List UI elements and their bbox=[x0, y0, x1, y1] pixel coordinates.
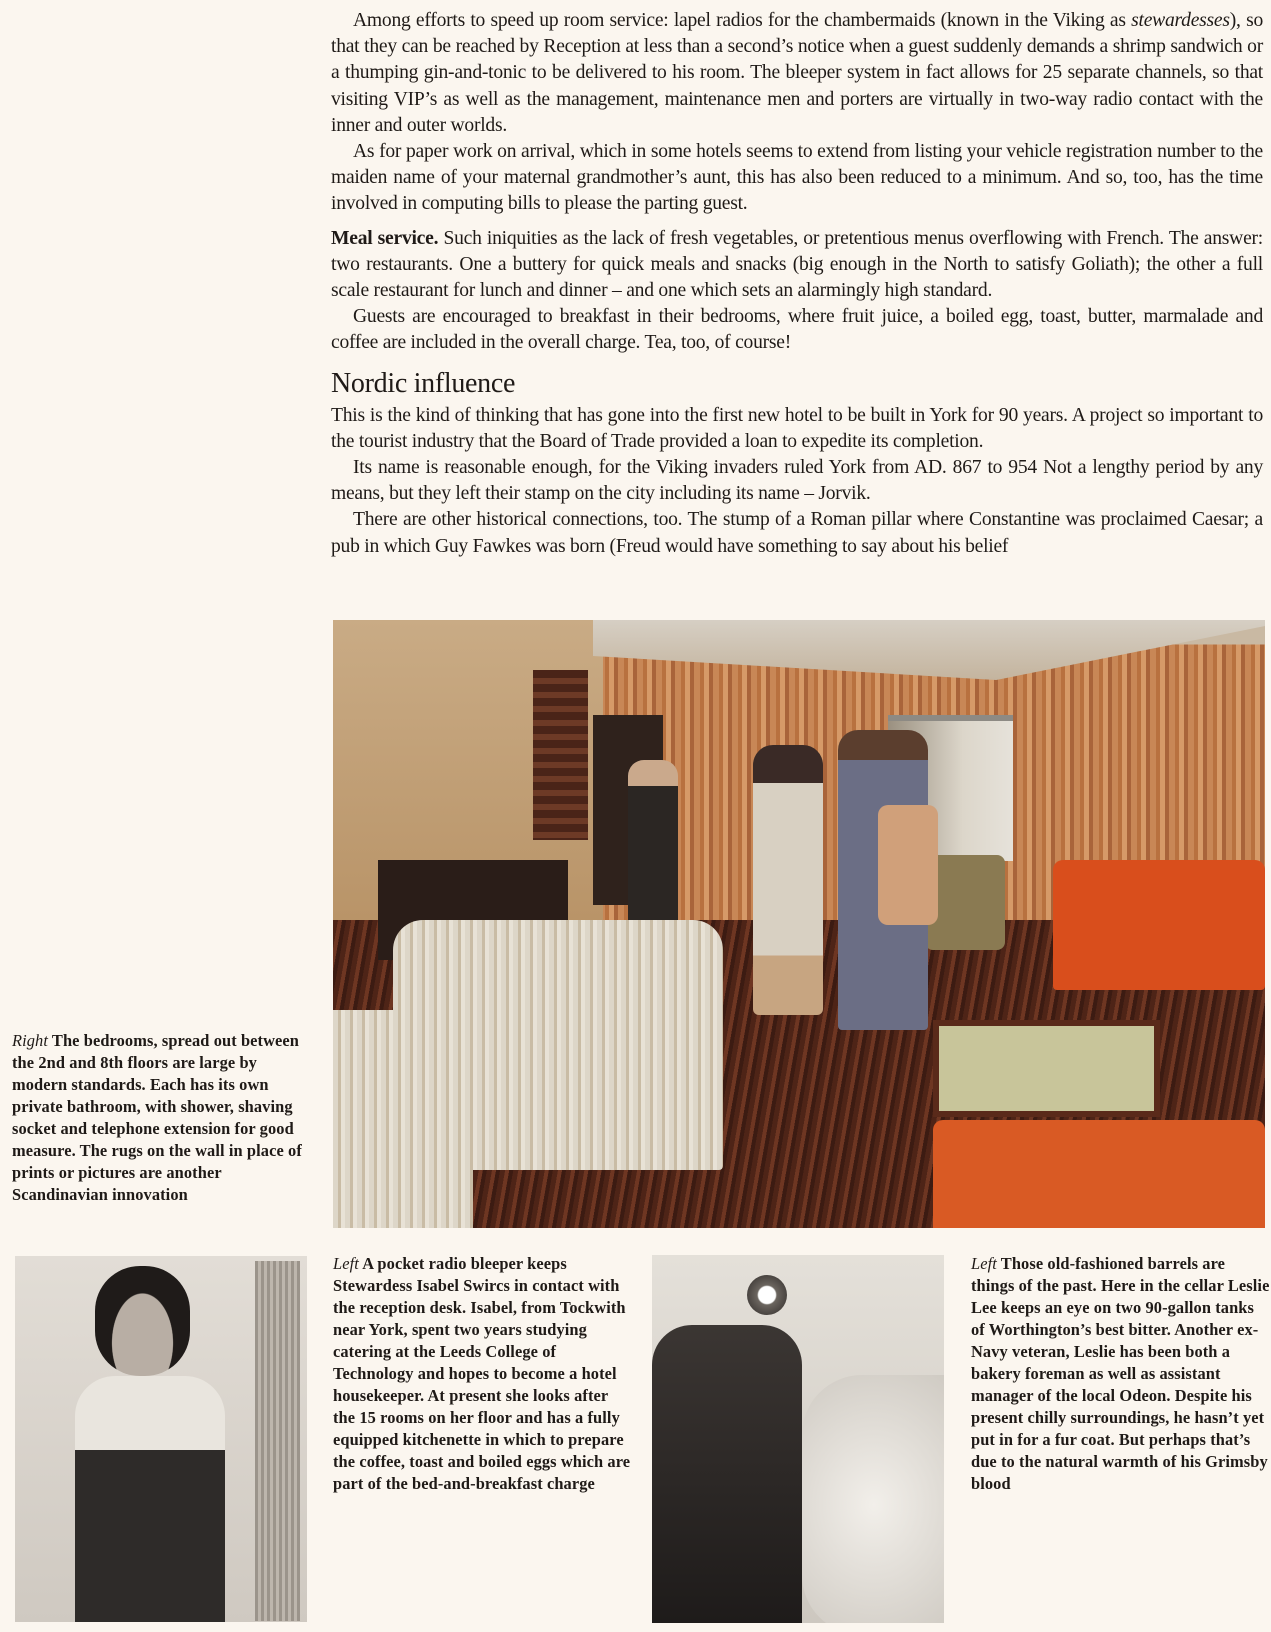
wall-rug bbox=[533, 670, 588, 840]
woman-figure bbox=[753, 745, 823, 1015]
text-segment: Such iniquities as the lack of fresh vegetables, or pretentious menus overflowing with French. The answer: two restaurants. One a buttery for quick meals and snacks (big enough in the North to satisfy Goliath); the other a full scale restaurant for lunch and dinner – and one which sets an alarmingly high standard. bbox=[331, 227, 1263, 302]
section-heading: Nordic influence bbox=[331, 367, 516, 399]
caption-text: A pocket radio bleeper keeps Stewardess Isabel Swircs in contact with the reception desk. Isabel, from Tockwith near York, spent two years studying catering at the Leeds College of Technology and hopes to become a hotel housekeeper. At present she looks after the 15 rooms on her floor and has a fully equipped kitchenette in which to prepare the coffee, toast and boiled eggs which are part of the bed-and-breakfast charge bbox=[333, 1254, 631, 1493]
caption-text: Those old-fashioned barrels are things of the past. Here in the cellar Leslie Lee keeps an eye on two 90-gallon tanks of Worthington’s best bitter. Another ex-Navy veteran, Leslie has been both a bakery foreman as well as assistant manager of the local Odeon. Despite his present chilly surroundings, he hasn’t yet put in for a fur coat. But perhaps that’s due to the natural warmth of his Grimsby blood bbox=[971, 1254, 1270, 1493]
paragraph-thinking: This is the kind of thinking that has gone into the first new hotel to be built in York for 90 years. A project so important to the tourist industry that the Board of Trade provided a loan to expedite its completion. bbox=[331, 404, 1263, 452]
caption-direction: Left bbox=[333, 1254, 359, 1273]
coffee-table bbox=[933, 1020, 1160, 1117]
italic-term: stewardesses bbox=[1131, 10, 1230, 31]
article-body bbox=[331, 8, 1263, 560]
paragraph-room-service bbox=[331, 8, 1263, 139]
lamp bbox=[747, 1275, 787, 1315]
paragraph-history: There are other historical connections, too. The stump of a Roman pillar where Constantine was proclaimed Caesar; a pub in which Guy Fawkes was born (Freud would have something to say about his belief bbox=[331, 509, 1263, 557]
coat bbox=[878, 805, 938, 925]
caption-stewardess bbox=[333, 1253, 633, 1495]
runin-heading: Meal service. bbox=[331, 227, 439, 249]
window-curtain bbox=[255, 1261, 300, 1621]
caption-direction: Left bbox=[971, 1254, 997, 1273]
head bbox=[95, 1266, 190, 1376]
woman-figure bbox=[75, 1376, 225, 1622]
text-segment: Among efforts to speed up room service: lapel radios for the chambermaids (known in the Viking as bbox=[353, 10, 1132, 31]
armchair bbox=[1053, 860, 1265, 990]
caption-cellar bbox=[971, 1253, 1271, 1495]
caption-bedroom bbox=[12, 1030, 312, 1206]
text-segment: ), so that they can be reached by Reception at less than a second’s notice when a guest suddenly demands a shrimp sandwich or a thumping gin-and-tonic to be delivered to his room. The bleeper system in fact allows for 25 separate channels, so that visiting VIP’s as well as the management, maintenance men and porters are virtually in two-way radio contact with the inner and outer worlds. bbox=[331, 10, 1263, 136]
caption-text: The bedrooms, spread out between the 2nd and 8th floors are large by modern standards. Each has its own private bathroom, with shower, shaving socket and telephone extension for good measure. The rugs on the wall in place of prints or pictures are another Scandinavian innovation bbox=[12, 1031, 302, 1204]
paragraph-paperwork: As for paper work on arrival, which in some hotels seems to extend from listing your vehicle registration number to the maiden name of your maternal grandmother’s aunt, this has also been reduced to a minimum. And so, too, has the time involved in computing bills to please the parting guest. bbox=[331, 141, 1263, 215]
paragraph-breakfast: Guests are encouraged to breakfast in their bedrooms, where fruit juice, a boiled egg, toast, butter, marmalade and coffee are included in the overall charge. Tea, too, of course! bbox=[331, 306, 1263, 354]
paragraph-name: Its name is reasonable enough, for the Viking invaders ruled York from AD. 867 to 954 Not a lengthy period by any means, but they left their stamp on the city including its name – Jorvik. bbox=[331, 457, 1263, 505]
paragraph-meal-service bbox=[331, 226, 1263, 305]
beer-tank bbox=[802, 1375, 944, 1623]
armchair bbox=[933, 1120, 1265, 1228]
stewardess-photo bbox=[15, 1256, 307, 1622]
caption-direction: Right bbox=[12, 1031, 49, 1050]
man-figure bbox=[652, 1325, 802, 1623]
cellar-photo bbox=[652, 1255, 944, 1623]
bed bbox=[333, 1010, 473, 1228]
ceiling bbox=[593, 620, 1265, 680]
bedroom-photo bbox=[333, 620, 1265, 1228]
